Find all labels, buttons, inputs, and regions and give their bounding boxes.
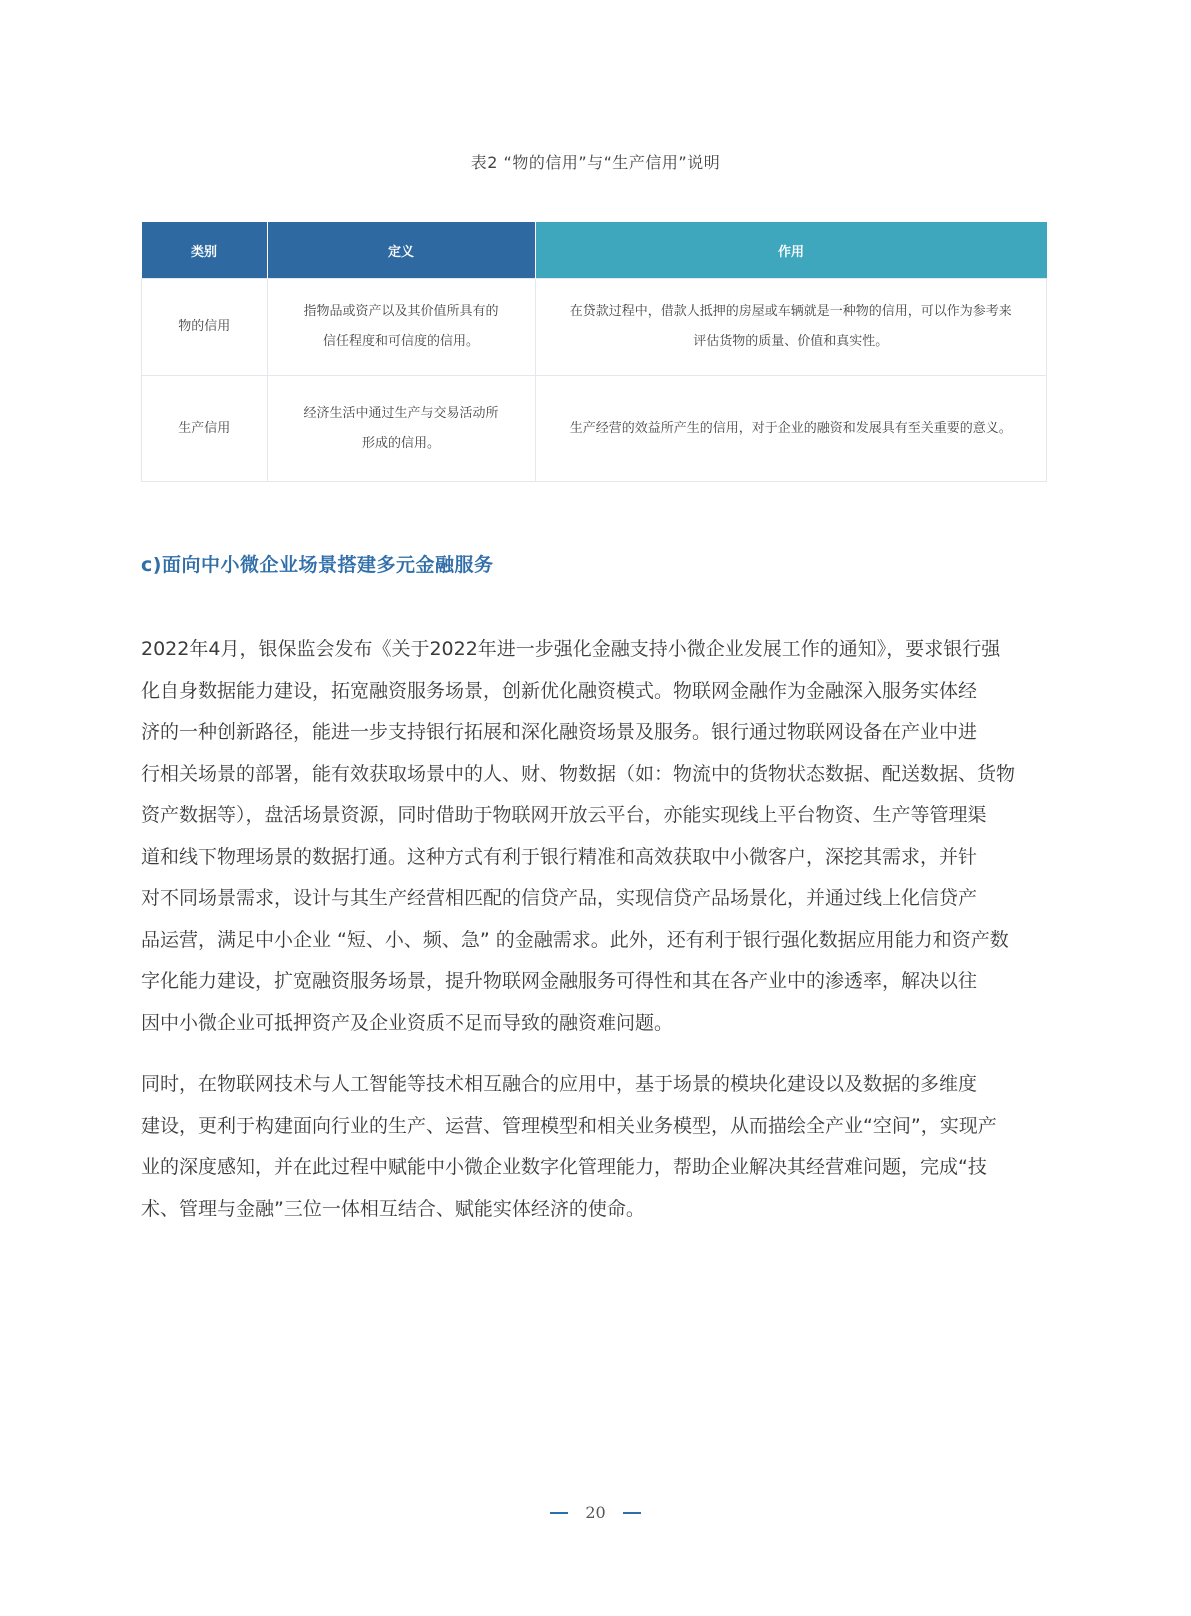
- role-line: 评估货物的质量、价值和真实性。: [693, 334, 889, 349]
- definition-line: 信任程度和可信度的信用。: [322, 334, 479, 349]
- role-line: 在贷款过程中，借款人抵押的房屋或车辆就是一种物的信用，可以作为参考来: [569, 304, 1012, 319]
- paragraph-line: 济的一种创新路径，能进一步支持银行拓展和深化融资场景及服务。银行通过物联网设备在产业中进: [141, 721, 978, 743]
- definition-line: 指物品或资产以及其价值所具有的: [303, 304, 499, 319]
- row-definition: [267, 376, 535, 482]
- footer-dash-left: [550, 1512, 568, 1514]
- paragraph-line: 化自身数据能力建设，拓宽融资服务场景，创新优化融资模式。物联网金融作为金融深入服务实体经: [141, 679, 978, 702]
- paragraph-line: 术、管理与金融”三位一体相互结合、赋能实体经济的使命。: [141, 1197, 645, 1220]
- page-footer: [0, 1502, 1191, 1522]
- body-paragraph: [141, 629, 1047, 1044]
- credit-comparison-table: [141, 222, 1047, 482]
- section-heading: c)面向中小微企业场景搭建多元金融服务: [141, 554, 494, 576]
- header-role: 作用: [535, 222, 1047, 279]
- row-category: 生产信用: [142, 376, 268, 482]
- row-role: [535, 279, 1047, 376]
- definition-line: 经济生活中通过生产与交易活动所: [303, 405, 499, 421]
- paragraph-line: 建设，更利于构建面向行业的生产、运营、管理模型和相关业务模型，从而描绘全产业“空间”，实现产: [141, 1114, 997, 1137]
- table-header-row: [142, 222, 1047, 279]
- row-definition: [267, 279, 535, 376]
- paragraph-line: 同时，在物联网技术与人工智能等技术相互融合的应用中，基于场景的模块化建设以及数据的多维度: [141, 1073, 978, 1095]
- paragraph-line: 因中小微企业可抵押资产及企业资质不足而导致的融资难问题。: [141, 1011, 674, 1034]
- paragraph-line: 行相关场景的部署，能有效获取场景中的人、财、物数据（如：物流中的货物状态数据、配送数据、货物: [141, 762, 1016, 785]
- header-category: 类别: [142, 222, 268, 279]
- table-row: [142, 376, 1047, 482]
- row-role: [535, 376, 1047, 482]
- paragraph-line: 对不同场景需求，设计与其生产经营相匹配的信贷产品，实现信贷产品场景化，并通过线上化信贷产: [141, 887, 978, 909]
- paragraph-line: 字化能力建设，扩宽融资服务场景，提升物联网金融服务可得性和其在各产业中的渗透率，解决以往: [141, 970, 978, 992]
- table-row: [142, 279, 1047, 376]
- body-paragraph: [141, 1064, 1047, 1230]
- footer-dash-right: [623, 1512, 641, 1514]
- page-number: 20: [585, 1503, 606, 1522]
- header-definition: 定义: [267, 222, 535, 279]
- paragraph-line: 2022年4月，银保监会发布《关于2022年进一步强化金融支持小微企业发展工作的通知》，要求银行强: [141, 638, 1001, 660]
- paragraph-line: 品运营，满足中小企业 “短、小、频、急” 的金融需求。此外，还有利于银行强化数据应用能力和资产数: [141, 928, 1009, 951]
- paragraph-line: 道和线下物理场景的数据打通。这种方式有利于银行精准和高效获取中小微客户，深挖其需求，并针: [141, 845, 978, 868]
- definition-line: 形成的信用。: [361, 435, 440, 451]
- table-caption: 表2 “物的信用”与“生产信用”说明: [470, 153, 721, 172]
- role-line: 生产经营的效益所产生的信用，对于企业的融资和发展具有至关重要的意义。: [569, 420, 1012, 436]
- paragraph-line: 资产数据等），盘活场景资源，同时借助于物联网开放云平台，亦能实现线上平台物资、生产等管理渠: [141, 804, 987, 826]
- row-category: 物的信用: [142, 279, 268, 376]
- paragraph-line: 业的深度感知，并在此过程中赋能中小微企业数字化管理能力，帮助企业解决其经营难问题，完成“技: [141, 1156, 987, 1178]
